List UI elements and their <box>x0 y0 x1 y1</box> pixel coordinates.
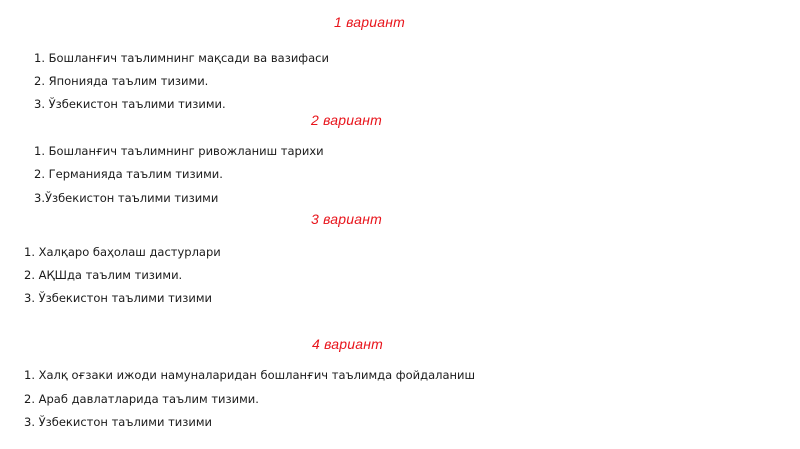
variant-1-title: 1 вариант <box>334 14 405 30</box>
variant-4-item-1: 1. Халқ оғзаки ижоди намуналаридан бошланғич таълимда фойдаланиш <box>24 368 476 382</box>
variant-4-title: 4 вариант <box>312 336 383 352</box>
variant-3-item-2: 2. АҚШда таълим тизими. <box>24 268 183 282</box>
variant-2-item-1: 1. Бошланғич таълимнинг ривожланиш тарихи <box>34 144 324 158</box>
variant-2-item-3: 3.Ўзбекистон таълими тизими <box>34 191 219 205</box>
variant-2-item-2: 2. Германияда таълим тизими. <box>34 167 223 181</box>
variant-1-item-2: 2. Японияда таълим тизими. <box>34 74 209 88</box>
variant-4-item-3: 3. Ўзбекистон таълими тизими <box>24 415 212 429</box>
variant-1-item-3: 3. Ўзбекистон таълими тизими. <box>34 97 226 111</box>
variant-1-item-1: 1. Бошланғич таълимнинг мақсади ва вазифаси <box>34 51 329 65</box>
variant-4-item-2: 2. Араб давлатларида таълим тизими. <box>24 392 259 406</box>
variant-2-title: 2 вариант <box>311 112 382 128</box>
variant-3-item-1: 1. Халқаро баҳолаш дастурлари <box>24 245 221 259</box>
variant-3-item-3: 3. Ўзбекистон таълими тизими <box>24 291 212 305</box>
variant-3-title: 3 вариант <box>311 211 382 227</box>
